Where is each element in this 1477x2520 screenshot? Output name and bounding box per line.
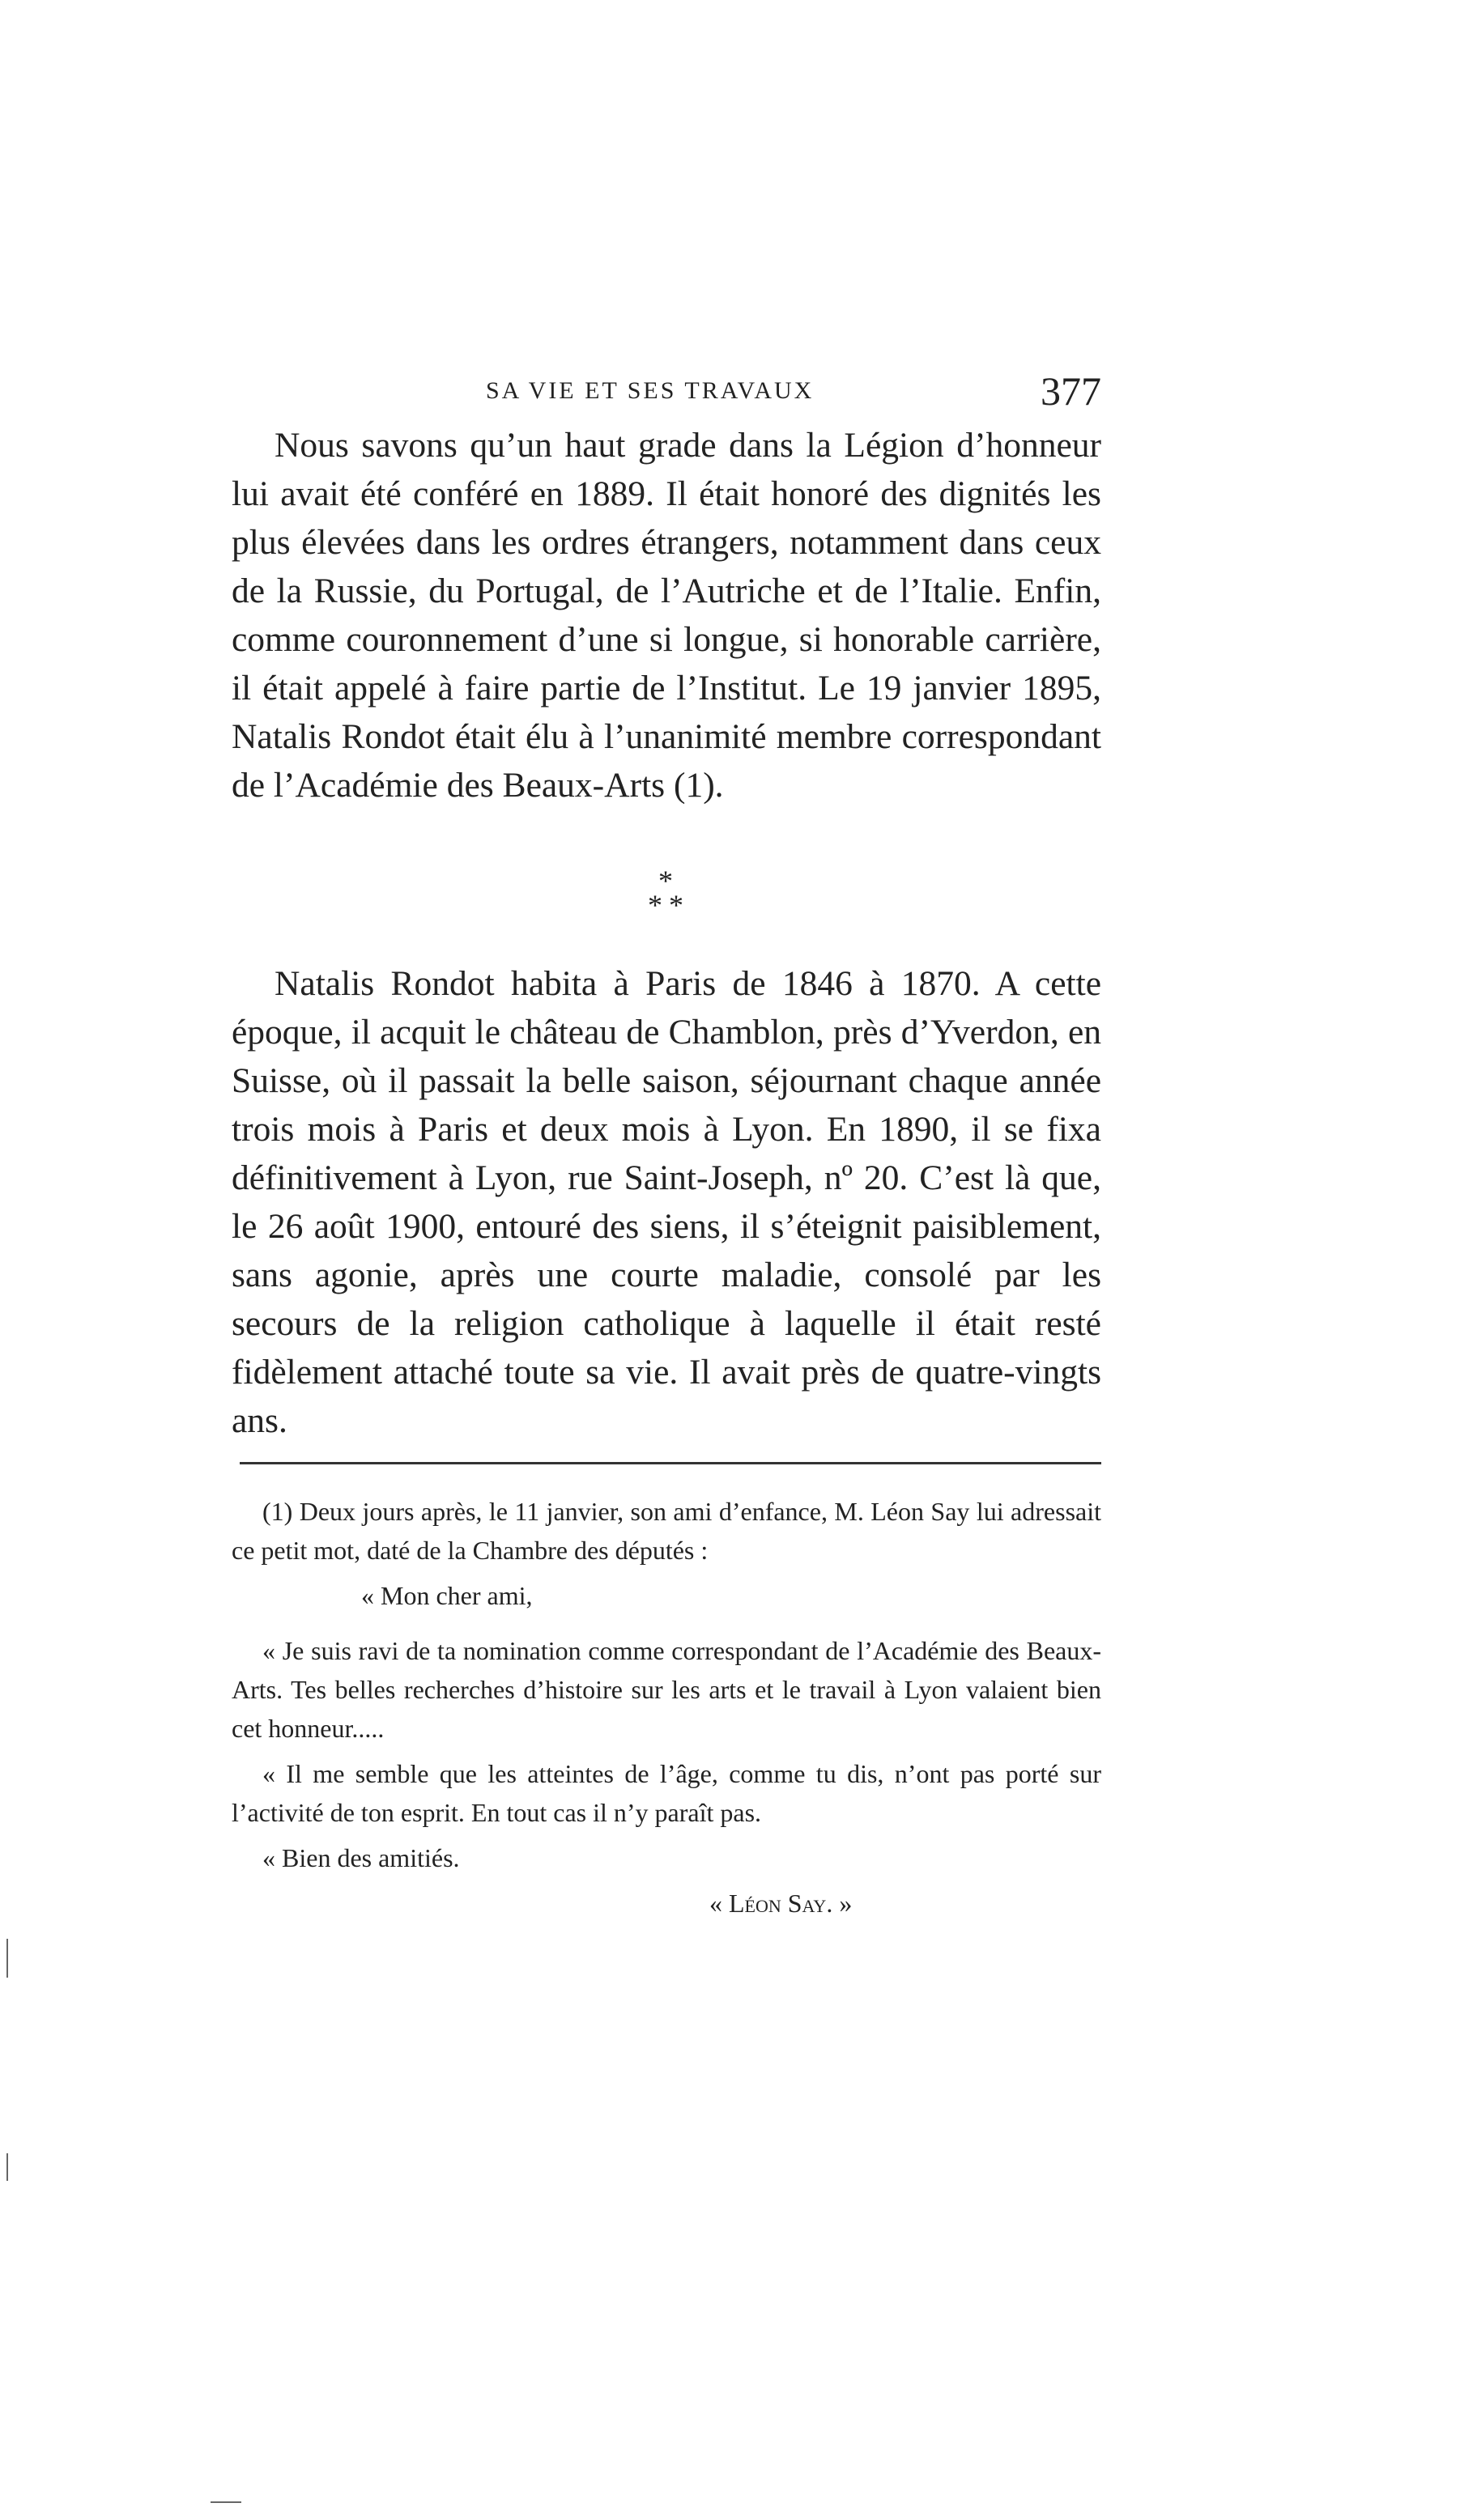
page-number: 377 xyxy=(1041,368,1101,414)
running-title: SA VIE ET SES TRAVAUX xyxy=(486,377,815,404)
section-asterism xyxy=(615,866,729,931)
running-head xyxy=(227,368,1101,421)
asterism-star-right: * xyxy=(669,889,683,921)
footnote-closing: « Bien des amitiés. xyxy=(262,1843,460,1872)
footnote-intro: (1) Deux jours après, le 11 janvier, son ami d’enfance, M. Léon Say lui adressait ce petit mot, daté de la Chambre des députés : xyxy=(232,1497,1101,1565)
footnote-letter-line-2: « Il me semble que les atteintes de l’âge, comme tu dis, n’ont pas porté sur l’activité de ton esprit. En tout cas il n’y paraît pas. xyxy=(232,1759,1101,1827)
footnote-salutation: « Mon cher ami, xyxy=(361,1581,533,1610)
scan-edge-mark-3 xyxy=(211,2501,241,2503)
scan-edge-mark-2 xyxy=(6,2153,8,2181)
asterism-star-top: * xyxy=(658,865,673,897)
asterism-star-left: * xyxy=(648,889,662,921)
footnote-separator-rule xyxy=(240,1462,1101,1464)
body-paragraph-1: Nous savons qu’un haut grade dans la Légion d’honneur lui avait été conféré en 1889. Il était honoré des dignités les plus élevées dans les ordres étrangers, notamment dans ceux de la Russie, du Portugal, de l’Autriche et de l’Italie. Enfin, comme couronnement d’une si longue, si honorable carrière, il était appelé à faire partie de l’Institut. Le 19 janvier 1895, Natalis Rondot était élu à l’unanimité membre correspondant de l’Académie des Beaux-Arts (1). xyxy=(232,426,1101,805)
footnote-block xyxy=(232,1492,1101,1923)
footnote-letter-line-1: « Je suis ravi de ta nomination comme correspondant de l’Académie des Beaux-Arts. Tes belles recherches d’histoire sur les arts et le travail à Lyon valaient bien cet honneur..... xyxy=(232,1636,1101,1743)
scan-edge-mark-1 xyxy=(6,1939,8,1978)
footnote-signature: « Léon Say. » xyxy=(709,1889,853,1918)
body-paragraph-2: Natalis Rondot habita à Paris de 1846 à 1870. A cette époque, il acquit le château de Chamblon, près d’Yverdon, en Suisse, où il passait la belle saison, séjournant chaque année trois mois à Paris et deux mois à Lyon. En 1890, il se fixa définitivement à Lyon, rue Saint-Joseph, nº 20. C’est là que, le 26 août 1900, entouré des siens, il s’éteignit paisiblement, sans agonie, après une courte maladie, consolé par les secours de la religion catholique à laquelle il était resté fidèlement attaché toute sa vie. Il avait près de quatre-vingts ans. xyxy=(232,964,1101,1440)
